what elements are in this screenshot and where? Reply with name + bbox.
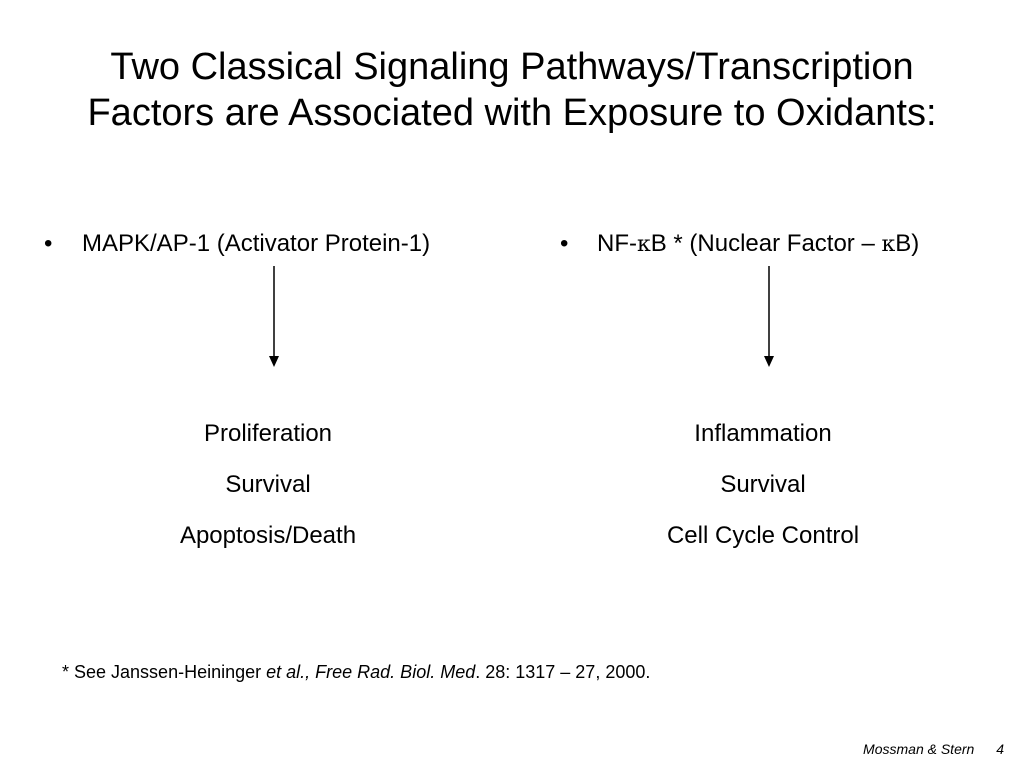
down-arrow-icon (758, 266, 780, 368)
outcome-item: Survival (225, 471, 311, 498)
page-number: 4 (996, 741, 1004, 757)
heading-text-part: B) (895, 230, 920, 257)
outcome-item: Proliferation (203, 420, 333, 447)
outcome-item: Survival (720, 471, 806, 498)
footnote-journal: et al., Free Rad. Biol. Med (266, 662, 476, 682)
outcome-list-nfkb (613, 408, 913, 561)
citation-footnote (62, 660, 650, 684)
slide-title-line-2: Factors are Associated with Exposure to Oxidants: (87, 92, 937, 134)
slide-title (0, 44, 1024, 136)
down-arrow-icon (263, 266, 285, 368)
kappa-symbol: κ (636, 232, 651, 257)
outcome-item: Cell Cycle Control (666, 522, 860, 549)
outcome-item: Inflammation (694, 420, 832, 447)
heading-text-part: B * (Nuclear Factor – (650, 230, 882, 257)
footnote-suffix: . 28: 1317 – 27, 2000. (475, 662, 651, 682)
outcome-list-mapk (118, 408, 418, 561)
bullet-icon: • (560, 230, 569, 257)
pathway-heading-nfkb (597, 228, 919, 261)
bullet-icon: • (44, 230, 53, 257)
heading-text-part: NF- (597, 230, 637, 257)
outcome-item: Apoptosis/Death (179, 522, 357, 549)
footnote-prefix: * See Janssen-Heininger (62, 662, 267, 682)
footer-authors: Mossman & Stern (863, 741, 975, 757)
slide-title-line-1: Two Classical Signaling Pathways/Transcription (110, 46, 914, 88)
kappa-symbol: κ (881, 232, 896, 257)
pathway-heading-mapk: MAPK/AP-1 (Activator Protein-1) (82, 230, 431, 257)
slide-footer (863, 740, 1004, 758)
